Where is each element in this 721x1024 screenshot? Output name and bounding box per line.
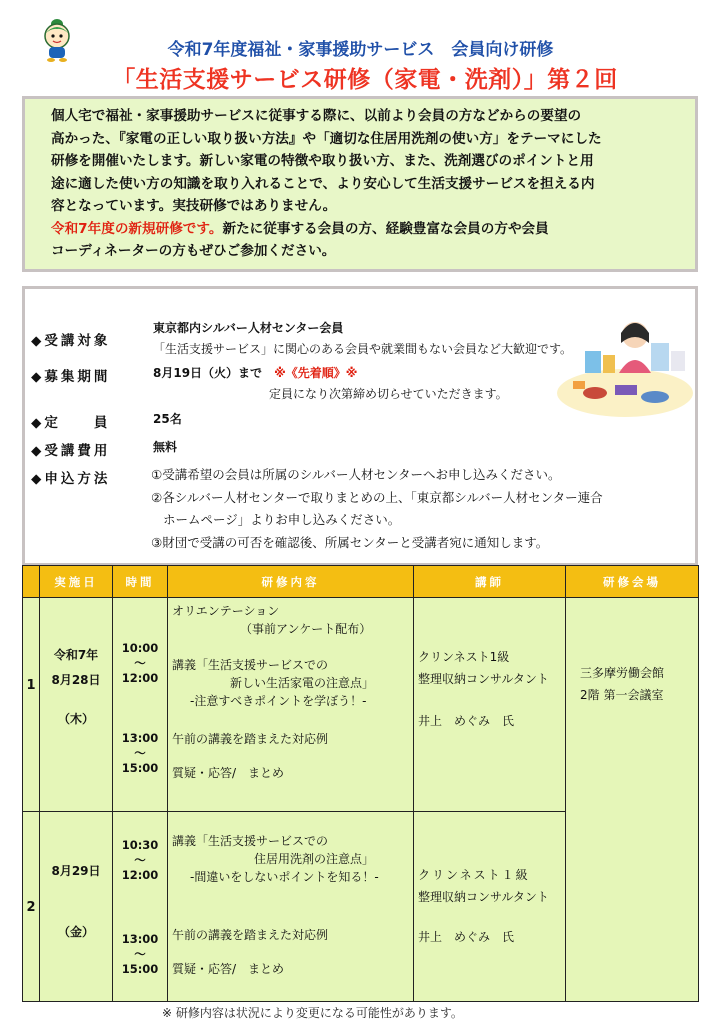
session-content: オリエンテーション （事前アンケート配布） 講義「生活支援サービスでの 新しい生活家電の注意点」 -注意すべきポイントを学ぼう！- 午前の講義を踏まえた対応例 質疑・応答/ まとめ [168,598,414,812]
table-header-row [23,566,699,598]
intro-line: 高かった、『家電の正しい取り扱い方法』や「適切な住居用洗剤の使い方」をテーマにした [51,130,602,147]
session-time: 10:30 ～ 12:00 13:00 ～ 15:00 [113,812,168,1002]
header-time: 時間 [113,566,168,598]
apply-step-2: ②各シルバー人材センターで取りまとめの上、「東京都シルバー人材センター連合 [151,490,603,505]
intro-line: 途に適した使い方の知識を取り入れることで、より安心して生活支援サービスを担える内 [51,175,595,192]
session-time: 10:00 ～ 12:00 13:00 ～ 15:00 [113,598,168,812]
venue: 三多摩労働会館 2階 第一会議室 [566,598,699,1002]
header-no [23,566,40,598]
header-date: 実施日 [40,566,113,598]
period-note: 定員になり次第締め切らせていただきます。 [269,387,508,401]
target-value: 東京都内シルバー人材センター会員 [153,321,344,335]
first-come-notice: ※《先着順》※ [274,366,358,380]
apply-step-1: ①受講希望の会員は所属のシルバー人材センターへお申し込みください。 [151,467,561,482]
footnote: ※ 研修内容は状況により変更になる可能性があります。 [162,1006,463,1020]
capacity-value: 25名 [153,412,182,426]
schedule-table [22,565,699,1002]
fee-value: 無料 [153,440,178,454]
apply-label: ◆申込方法 [31,471,111,487]
lecturer: クリンネスト１級 整理収納コンサルタント 井上 めぐみ 氏 [414,812,566,1002]
period-value: 8月19日（火）まで ※《先着順》※ [153,366,358,380]
target-label: ◆受講対象 [31,333,111,349]
header-content: 研修内容 [168,566,414,598]
session-date: 令和7年 8月28日 （木） [40,598,113,812]
intro-line: 研修を開催いたします。新しい家電の特徴や取り扱い方、また、洗剤選びのポイントと用 [51,153,594,169]
row-number: 1 [23,598,40,812]
fee-label: ◆受講費用 [31,443,111,459]
intro-box [22,96,698,272]
capacity-label: ◆定 員 [31,415,111,431]
session-content: 講義「生活支援サービスでの 住居用洗剤の注意点」 -間違いをしないポイントを知る！- 午前の講義を踏まえた対応例 質疑・応答/ まとめ [168,812,414,1002]
new-course-notice: 令和7年度の新規研修です。 [51,220,223,237]
intro-line: 令和7年度の新規研修です。新たに従事する会員の方、経験豊富な会員の方や会員 [51,220,549,237]
target-note: 「生活支援サービス」に関心のある会員や就業間もない会員など大歓迎です。 [153,342,573,356]
period-label: ◆募集期間 [31,369,111,385]
header-venue: 研修会場 [566,566,699,598]
intro-line: コーディネーターの方もぜひご参加ください。 [51,243,336,259]
header-lecturer: 講師 [414,566,566,598]
row-number: 2 [23,812,40,1002]
cleaning-illustration [555,311,695,421]
event-subtitle: 令和7年度福祉・家事援助サービス 会員向け研修 [167,40,554,60]
apply-step-3: ③財団で受講の可否を確認後、所属センターと受講者宛に通知します。 [151,535,549,550]
info-box [22,286,698,566]
session-date: 8月29日 （金） [40,812,113,1002]
apply-step-2-cont: ホームページ」よりお申し込みください。 [163,512,401,527]
lecturer: クリンネスト1級 整理収納コンサルタント 井上 めぐみ 氏 [414,598,566,812]
intro-line: 容となっています。実技研修ではありません。 [51,198,337,214]
intro-line: 個人宅で福祉・家事援助サービスに従事する際に、以前より会員の方などからの要望の [51,108,582,124]
event-title: 「生活支援サービス研修（家電・洗剤）」第２回 [112,67,618,93]
table-row [23,598,699,812]
